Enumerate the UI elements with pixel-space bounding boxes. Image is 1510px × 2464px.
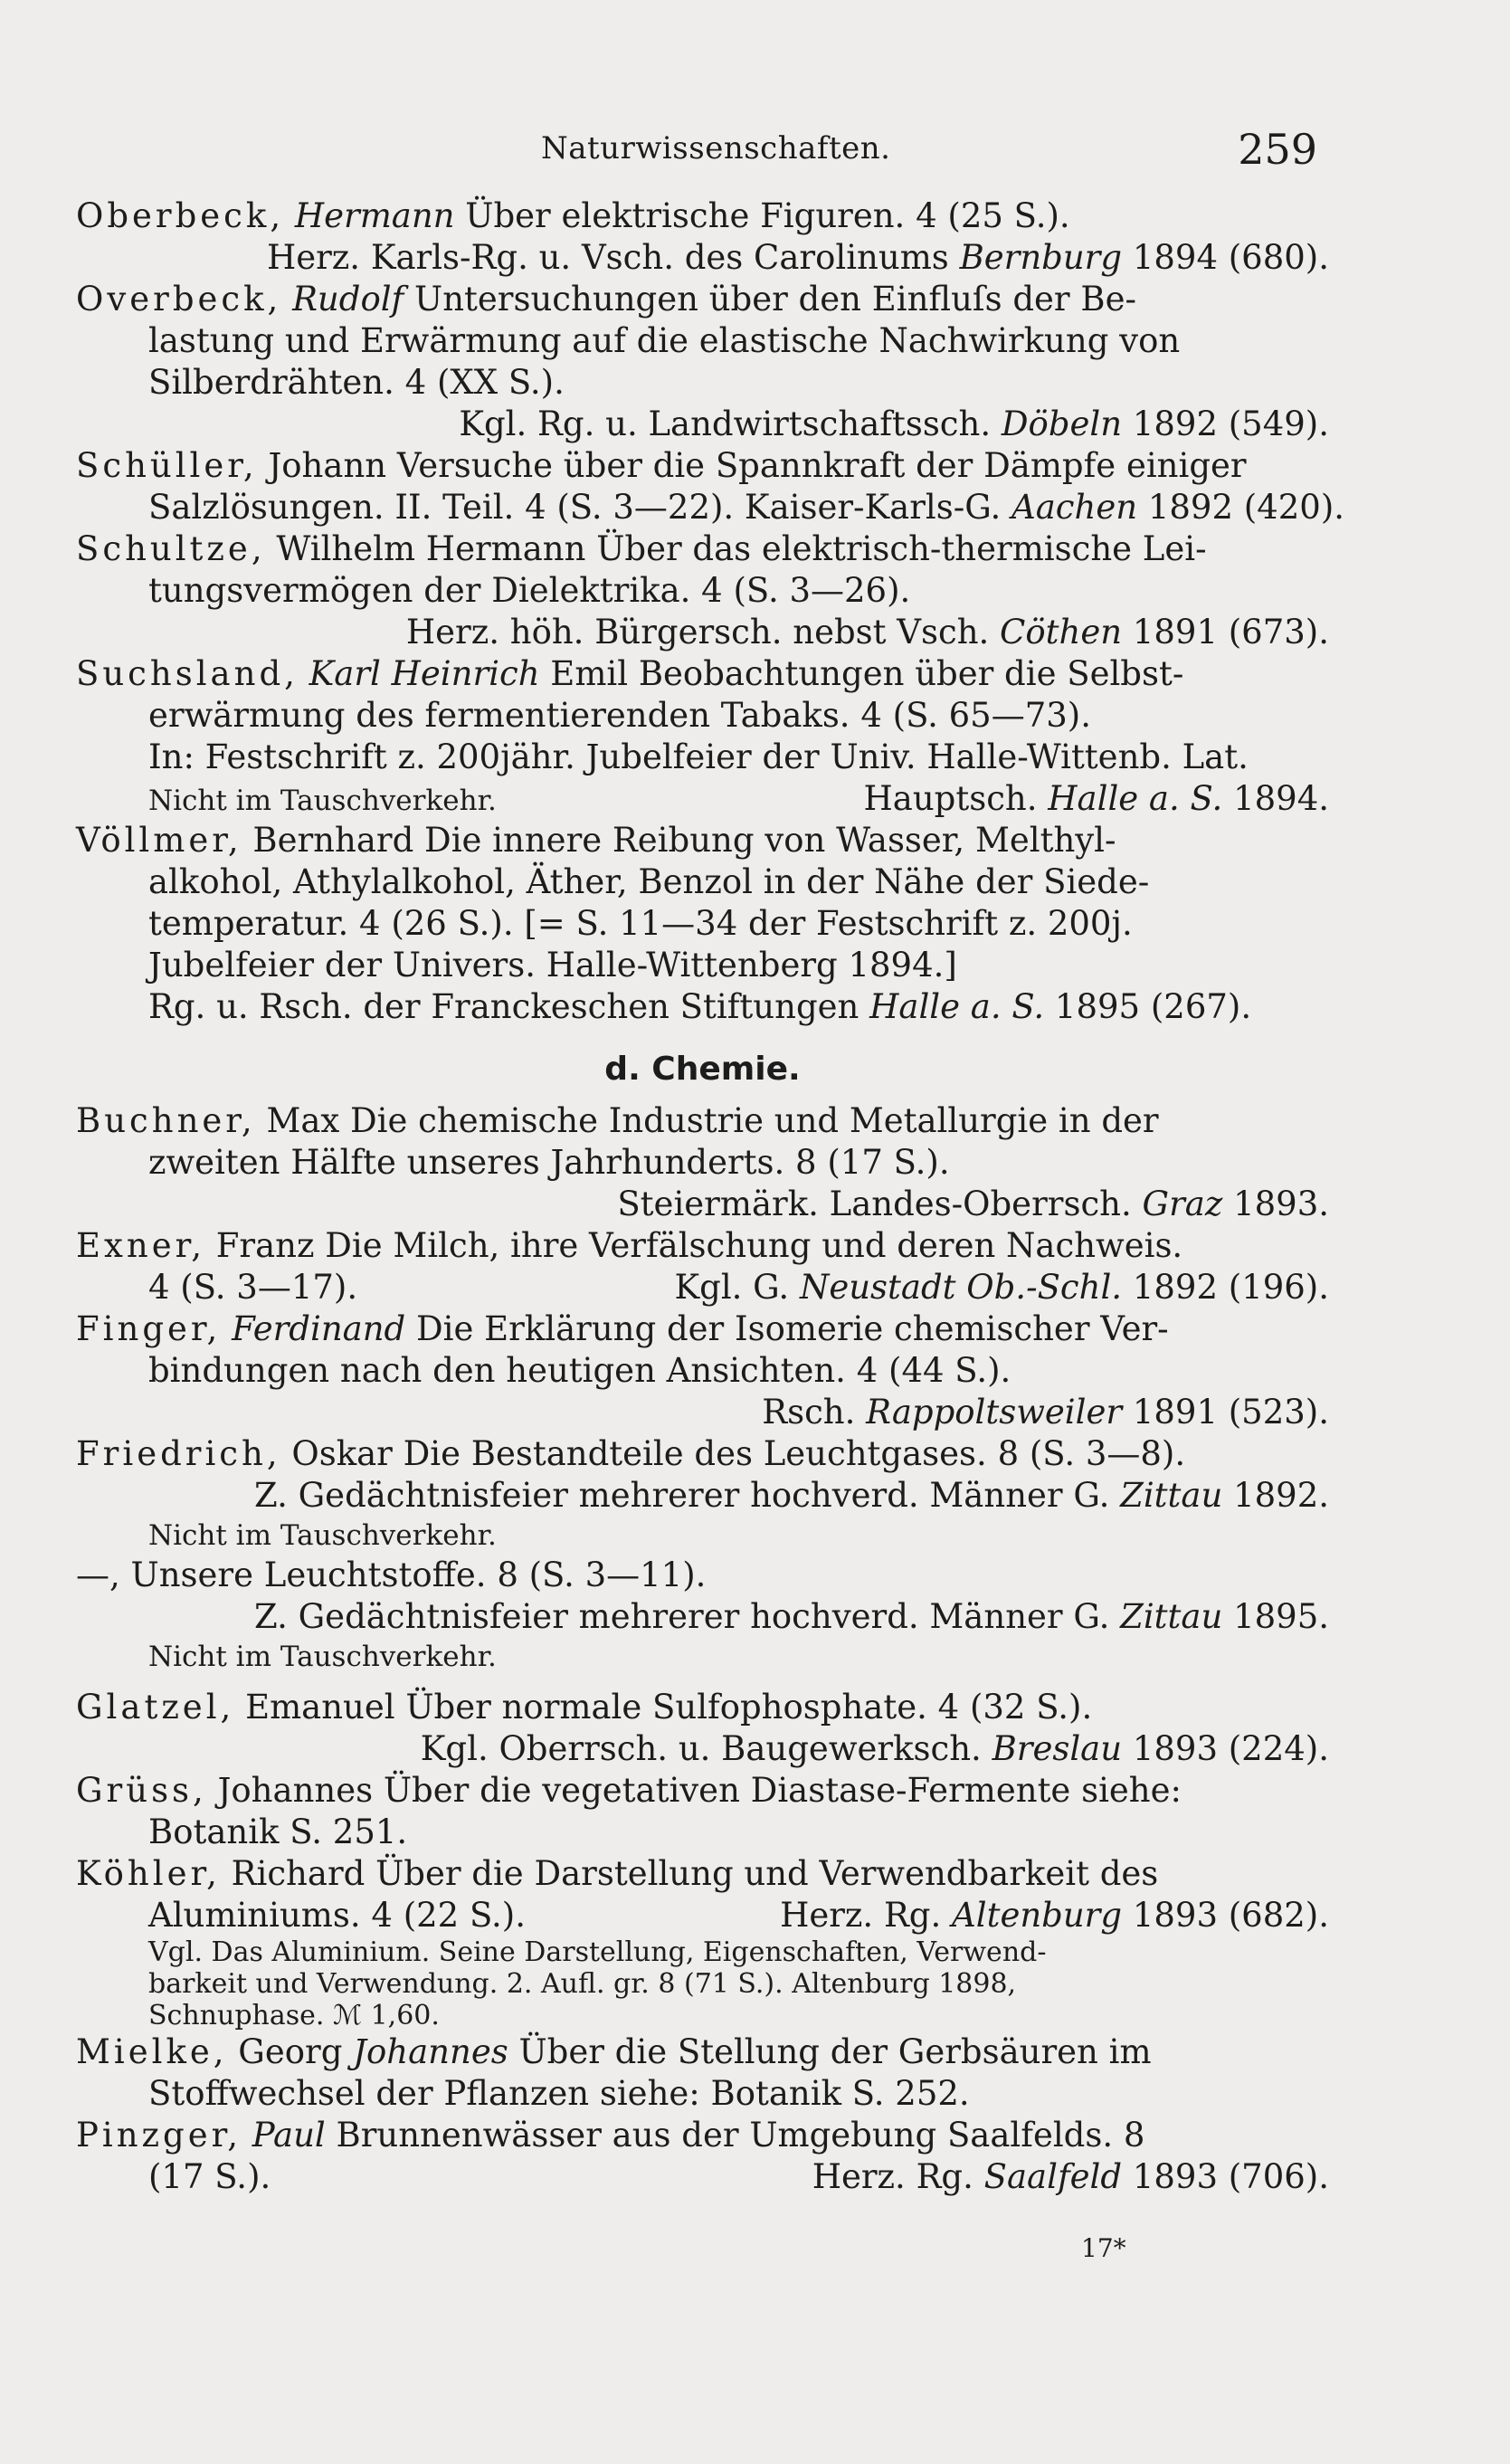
school-name: Kgl. Oberrsch. u. Baugewerksch. bbox=[420, 1729, 992, 1768]
author-given-name: Georg bbox=[227, 2032, 354, 2071]
author-given-name: Ferdinand bbox=[221, 1309, 406, 1348]
school-place: Saalfeld bbox=[983, 2157, 1123, 2196]
school-name: Z. Gedächtnisfeier mehrerer hochverd. Männer G. bbox=[254, 1597, 1121, 1636]
entry-line bbox=[76, 1308, 1329, 1350]
year-number: 1893 (224). bbox=[1122, 1729, 1329, 1768]
year-number: 1893 (682). bbox=[1122, 1896, 1329, 1935]
entry-line: alkohol, Athylalkohol, Äther, Benzol in der Nähe der Siede- bbox=[148, 862, 1150, 901]
entry-title: Johannes Über die vegetativen Diastase-Fermente siehe: bbox=[206, 1771, 1182, 1810]
entry-line: bindungen nach den heutigen Ansichten. 4 (44 S.). bbox=[148, 1351, 1011, 1390]
school-name: Herz. höh. Bürgersch. nebst Vsch. bbox=[405, 613, 1001, 652]
school-place: Neustadt Ob.-Schl. bbox=[799, 1268, 1123, 1307]
entry-line bbox=[76, 612, 1329, 653]
entry-title: Oskar Die Bestandteile des Leuchtgases. 8 (S. 3—8). bbox=[280, 1434, 1186, 1473]
entry-line bbox=[76, 528, 1329, 570]
school-place: Breslau bbox=[992, 1729, 1123, 1768]
author-surname: Grüss, bbox=[76, 1771, 207, 1810]
entry-line bbox=[76, 1225, 1329, 1267]
entry-line bbox=[76, 195, 1329, 237]
entry-title: Untersuchungen über den Einfluſs der Be- bbox=[404, 280, 1136, 319]
exchange-note: Nicht im Tauschverkehr. bbox=[148, 1641, 497, 1673]
entry-line: zweiten Hälfte unseres Jahrhunderts. 8 (17 S.). bbox=[148, 1143, 950, 1182]
author-given-name: Paul bbox=[242, 2116, 326, 2155]
entry-title: Emanuel Über normale Sulfophosphate. 4 (32 S.). bbox=[234, 1688, 1093, 1727]
entry-title: Hermann Über das elektrisch-thermische Lei- bbox=[415, 529, 1207, 568]
entry-line bbox=[76, 1433, 1329, 1475]
author-surname: Schultze, bbox=[76, 529, 266, 568]
entry-line bbox=[76, 1895, 1329, 1936]
entry-line bbox=[76, 1100, 1329, 1142]
year-number: 1891 (523). bbox=[1122, 1393, 1329, 1432]
school-place: Zittau bbox=[1120, 1476, 1223, 1515]
entry-title: Richard Über die Darstellung und Verwendbarkeit des bbox=[220, 1854, 1159, 1893]
school-name: Herz. Rg. bbox=[812, 2157, 984, 2196]
page-body bbox=[76, 195, 1345, 2198]
entry-title: Bernhard Die innere Reibung von Wasser, Melthyl- bbox=[242, 821, 1116, 860]
entry-line: Jubelfeier der Univers. Halle-Wittenberg 1894.] bbox=[148, 946, 957, 985]
entry-line bbox=[76, 279, 1329, 320]
running-title: Naturwissenschaften. bbox=[541, 130, 891, 166]
school-name: Herz. Karls-Rg. u. Vsch. des Carolinums bbox=[266, 238, 960, 277]
page-header bbox=[0, 125, 1510, 176]
note-line: barkeit und Verwendung. 2. Aufl. gr. 8 (71 S.). Altenburg 1898, bbox=[148, 1968, 1017, 2000]
entry-line bbox=[76, 2115, 1329, 2156]
year-number: 1893 (706). bbox=[1122, 2157, 1329, 2196]
school-place: Graz bbox=[1142, 1184, 1223, 1223]
author-surname: Finger, bbox=[76, 1309, 222, 1348]
entry-title: Emil Beobachtungen über die Selbst- bbox=[539, 654, 1184, 693]
entry-line: Stoffwechsel der Pflanzen siehe: Botanik S. 252. bbox=[148, 2074, 970, 2113]
year-number: 1893. bbox=[1222, 1184, 1329, 1223]
school-place: Altenburg bbox=[952, 1896, 1123, 1935]
entry-title: Über die Stellung der Gerbsäuren im bbox=[508, 2032, 1152, 2071]
entry-line bbox=[76, 1267, 1329, 1308]
entry-line bbox=[76, 237, 1329, 279]
entry-title: Die Erklärung der Isomerie chemischer Ver- bbox=[405, 1309, 1169, 1348]
entry-line: Botanik S. 251. bbox=[148, 1812, 408, 1851]
entry-line bbox=[76, 820, 1329, 861]
year-number: 1892. bbox=[1222, 1476, 1329, 1515]
entry-line bbox=[76, 487, 1345, 528]
school-name: Rg. u. Rsch. der Franckeschen Stiftungen bbox=[148, 987, 870, 1026]
school-place: Halle a. S. bbox=[1048, 779, 1223, 818]
year-number: 1892 (549). bbox=[1122, 404, 1329, 443]
note-line: Schnuphase. ℳ 1,60. bbox=[148, 2000, 440, 2031]
school-place: Bernburg bbox=[959, 238, 1123, 277]
entry-title: Johann Versuche über die Spannkraft der Dämpfe einiger bbox=[257, 446, 1247, 485]
entry-line bbox=[76, 1596, 1329, 1638]
entry-title: Aluminiums. 4 (22 S.). bbox=[148, 1896, 526, 1935]
author-surname: Suchsland, bbox=[76, 654, 299, 693]
entry-title: Salzlösungen. II. Teil. 4 (S. 3—22). Kaiser-Karls-G. bbox=[148, 488, 1012, 527]
entry-line bbox=[76, 986, 1329, 1028]
school-info bbox=[675, 1267, 1330, 1308]
entry-line bbox=[76, 778, 1329, 820]
author-surname: Köhler, bbox=[76, 1854, 221, 1893]
entry-line bbox=[76, 1475, 1329, 1517]
author-surname: Friedrich, bbox=[76, 1434, 281, 1473]
author-surname: Schüller, bbox=[76, 446, 258, 485]
entry-line bbox=[76, 1184, 1329, 1225]
school-place: Döbeln bbox=[1001, 404, 1123, 443]
school-info bbox=[780, 1895, 1329, 1936]
spacer bbox=[76, 1676, 1329, 1687]
entry-line: —, Unsere Leuchtstoffe. 8 (S. 3—11). bbox=[76, 1555, 707, 1594]
entry-pages: (17 S.). bbox=[148, 2157, 271, 2196]
entry-title: Brunnenwässer aus der Umgebung Saalfelds. 8 bbox=[325, 2116, 1145, 2155]
entry-line: lastung und Erwärmung auf die elastische Nachwirkung von bbox=[148, 321, 1181, 360]
author-given-name: Rudolf bbox=[292, 280, 404, 319]
school-name: Steiermärk. Landes-Oberrsch. bbox=[617, 1184, 1143, 1223]
entry-line bbox=[76, 1853, 1329, 1895]
author-surname: Mielke, bbox=[76, 2032, 228, 2071]
section-heading: d. Chemie. bbox=[604, 1051, 801, 1088]
entry-line: Silberdrähten. 4 (XX S.). bbox=[148, 363, 565, 402]
year-number: 1891 (673). bbox=[1122, 613, 1329, 652]
school-place: Cöthen bbox=[1000, 613, 1123, 652]
author-given-name: Karl Heinrich bbox=[298, 654, 540, 693]
entry-title: Max Die chemische Industrie und Metallurgie in der bbox=[255, 1101, 1159, 1140]
year-number: 1894. bbox=[1222, 779, 1329, 818]
entry-line bbox=[76, 1728, 1329, 1770]
entry-line bbox=[76, 2156, 1329, 2198]
exchange-note: Nicht im Tauschverkehr. bbox=[148, 1519, 497, 1552]
author-surname: Völlmer, bbox=[76, 821, 242, 860]
school-name: Z. Gedächtnisfeier mehrerer hochverd. Männer G. bbox=[254, 1476, 1121, 1515]
entry-line: tungsvermögen der Dielektrika. 4 (S. 3—26). bbox=[148, 571, 911, 610]
entry-line bbox=[76, 1687, 1329, 1728]
entry-line bbox=[76, 404, 1329, 445]
author-surname: Pinzger, bbox=[76, 2116, 242, 2155]
school-name: Herz. Rg. bbox=[780, 1896, 953, 1935]
entry-line: In: Festschrift z. 200jähr. Jubelfeier der Univ. Halle-Wittenb. Lat. bbox=[148, 737, 1249, 776]
entry-line: temperatur. 4 (26 S.). [= S. 11—34 der Festschrift z. 200j. bbox=[148, 904, 1133, 943]
year-number: 1892 (196). bbox=[1122, 1268, 1329, 1307]
author-given-name: Wilhelm bbox=[265, 529, 416, 568]
author-surname: Oberbeck, bbox=[76, 196, 285, 235]
school-place: Halle a. S. bbox=[869, 987, 1045, 1026]
exchange-note: Nicht im Tauschverkehr. bbox=[148, 785, 497, 817]
school-name: Rsch. bbox=[762, 1393, 867, 1432]
school-info bbox=[812, 2156, 1329, 2198]
author-surname: Buchner, bbox=[76, 1101, 256, 1140]
school-info bbox=[864, 778, 1330, 820]
school-place: Rappoltsweiler bbox=[866, 1393, 1123, 1432]
year-number: 1892 (420). bbox=[1137, 488, 1345, 527]
year-number: 1894 (680). bbox=[1122, 238, 1329, 277]
entry-line bbox=[76, 1770, 1329, 1812]
author-given-name: Hermann bbox=[294, 196, 455, 235]
author-given-name: Johannes bbox=[353, 2032, 508, 2071]
school-name: Kgl. G. bbox=[674, 1268, 800, 1307]
year-number: 1895. bbox=[1222, 1597, 1329, 1636]
signature-mark: 17* bbox=[1081, 2233, 1126, 2263]
author-surname: Exner, bbox=[76, 1226, 205, 1265]
school-place: Zittau bbox=[1120, 1597, 1223, 1636]
entry-pages: 4 (S. 3—17). bbox=[148, 1268, 358, 1307]
entry-title: Franz Die Milch, ihre Verfälschung und deren Nachweis. bbox=[205, 1226, 1183, 1265]
note-line: Vgl. Das Aluminium. Seine Darstellung, Eigenschaften, Verwend- bbox=[148, 1936, 1047, 1968]
entry-line bbox=[76, 653, 1329, 695]
school-name: Hauptsch. bbox=[863, 779, 1049, 818]
page-number: 259 bbox=[1238, 125, 1317, 174]
entry-title: Über elektrische Figuren. 4 (25 S.). bbox=[465, 196, 1070, 235]
entry-line bbox=[76, 1392, 1329, 1433]
school-name: Kgl. Rg. u. Landwirtschaftssch. bbox=[459, 404, 1002, 443]
entry-line: erwärmung des fermentierenden Tabaks. 4 (S. 65—73). bbox=[148, 696, 1091, 735]
school-place: Aachen bbox=[1011, 488, 1138, 527]
author-surname: Overbeck, bbox=[76, 280, 282, 319]
entry-line bbox=[76, 445, 1329, 487]
entry-line bbox=[76, 2031, 1329, 2073]
author-surname: Glatzel, bbox=[76, 1688, 235, 1727]
year-number: 1895 (267). bbox=[1044, 987, 1252, 1026]
